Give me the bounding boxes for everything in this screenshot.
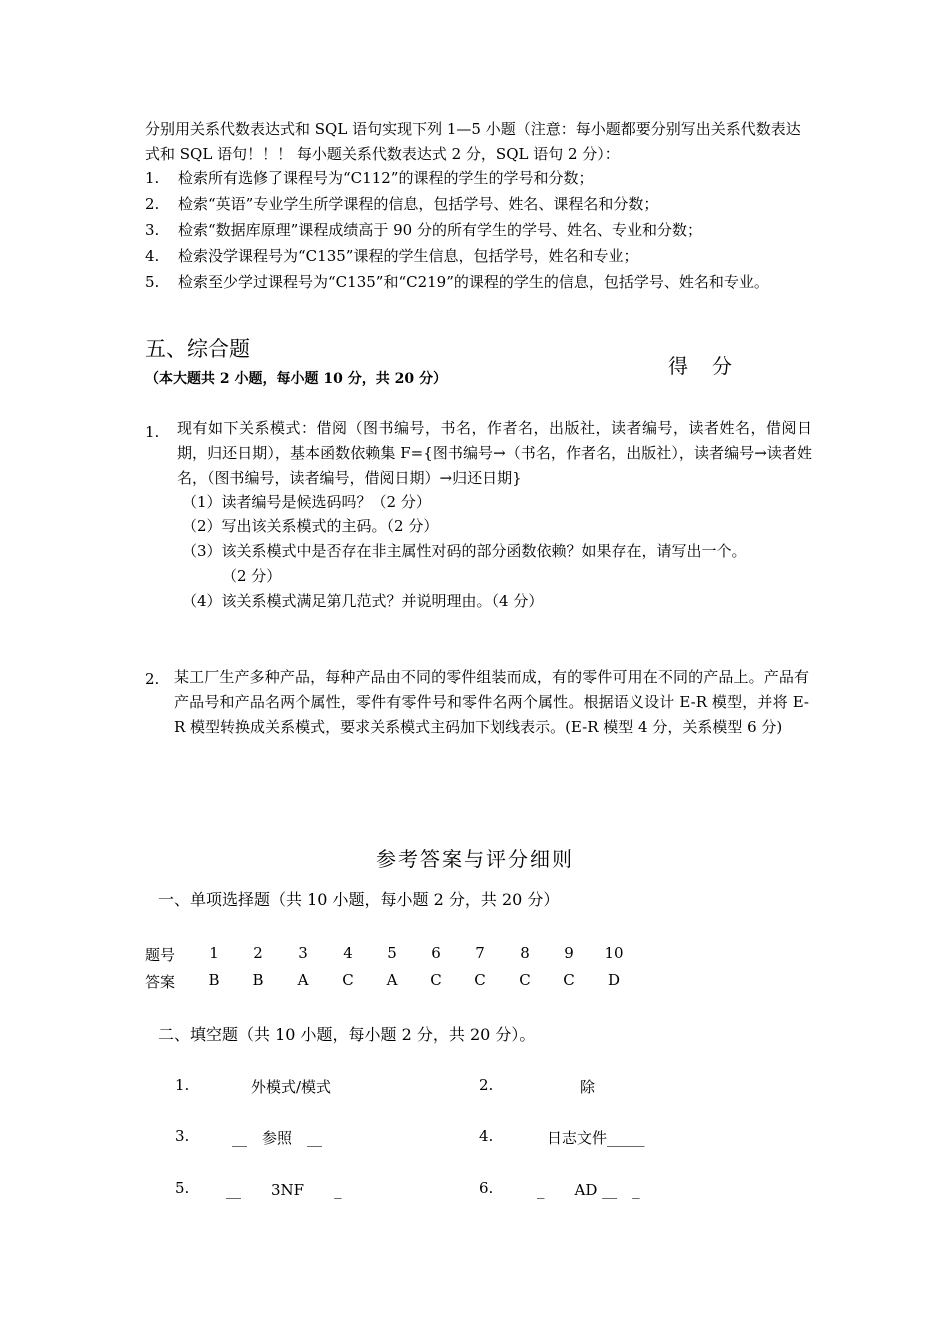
answer-letter: C [519,971,531,989]
answer-number: 10 [604,944,624,962]
list-item [145,165,815,191]
answer-letter: D [607,971,621,989]
fill-answer: 日志文件_____ [547,1129,645,1147]
question-number: 3. [145,221,160,239]
sub-question-continued: （2 分） [222,567,282,585]
fill-number: 3. [175,1127,190,1145]
answer-section-2-heading: 二、填空题（共 10 小题，每小题 2 分，共 20 分）。 [158,1025,536,1044]
sub-question: （1）读者编号是候选码吗？（2 分） [182,493,431,511]
sub-question: （3）该关系模式中是否存在非主属性对码的部分函数依赖？如果存在，请写出一个。 [182,542,747,560]
list-item [145,269,815,295]
list-item [145,217,815,243]
answer-letter: A [386,971,398,989]
question-number: 1. [145,169,160,187]
list-item [145,243,815,269]
fill-answer: __ 参照 __ [232,1129,323,1147]
fill-number: 2. [479,1076,494,1094]
fill-number: 4. [479,1127,494,1145]
answer-row-label-numbers: 题号 [145,946,176,964]
question-text: 检索没学课程号为“C135”课程的学生信息，包括学号，姓名和专业； [178,247,639,265]
section-subtitle: （本大题共 2 小题，每小题 10 分，共 20 分） [145,371,447,387]
answer-number: 4 [343,944,353,962]
answer-row-label-answers: 答案 [145,973,176,991]
problem-number: 1. [145,423,160,441]
answer-number: 2 [253,944,263,962]
question-text: 检索“数据库原理”课程成绩高于 90 分的所有学生的学号、姓名、专业和分数； [178,221,702,239]
score-label: 得分 [668,354,756,378]
question-text: 检索至少学过课程号为“C135”和“C219”的课程的学生的信息，包括学号、姓名和专业。 [178,273,769,291]
fill-number: 5. [175,1179,190,1197]
answer-number: 5 [387,944,397,962]
answer-title: 参考答案与评分细则 [376,847,574,871]
problem-body: 某工厂生产多种产品，每种产品由不同的零件组装而成，有的零件可用在不同的产品上。产品有产品号和产品名两个属性，零件有零件号和零件名两个属性。根据语义设计 E-R 模型，并将 E-R 模型转换成关系模式，要求关系模式主码加下划线表示。(E-R 模型 4 分，关系模型 6 分) [174,668,809,736]
answer-number: 1 [209,944,219,962]
problem-body: 现有如下关系模式：借阅（图书编号，书名，作者名，出版社，读者编号，读者姓名，借阅日期，归还日期），基本函数依赖集 F={图书编号→（书名，作者名，出版社），读者编号→读者姓名，（图书编号，读者编号，借阅日期）→归还日期} [177,419,812,487]
answer-letter: C [474,971,486,989]
section-title: 五、综合题 [145,337,250,361]
problem-number: 2. [145,670,160,688]
answer-letter: C [430,971,442,989]
fill-answer: __ 3NF _ [226,1181,342,1199]
answer-number: 9 [564,944,574,962]
answer-number: 6 [431,944,441,962]
answer-letter: B [208,971,220,989]
answer-letter-row [194,971,634,991]
question-text: 检索所有选修了课程号为“C112”的课程的学生的学号和分数； [178,169,594,187]
answer-number: 3 [298,944,308,962]
fill-number: 1. [175,1076,190,1094]
question-number: 2. [145,195,160,213]
fill-answer: _ AD __ _ [537,1181,640,1199]
sub-question: （2）写出该关系模式的主码。（2 分） [182,517,439,535]
answer-letter: C [563,971,575,989]
answer-letter: C [342,971,354,989]
question-list [145,165,815,295]
intro-paragraph: 分别用关系代数表达式和 SQL 语句实现下列 1—5 小题（注意：每小题都要分别写出关系代数表达式和 SQL 语句！！！ 每小题关系代数表达式 2 分，SQL 语句 2 分）： [145,120,801,163]
answer-number: 7 [475,944,485,962]
question-number: 5. [145,273,160,291]
fill-answer: 除 [580,1078,596,1096]
question-number: 4. [145,247,160,265]
answer-number: 8 [520,944,530,962]
answer-letter: A [297,971,309,989]
sub-question: （4）该关系模式满足第几范式？并说明理由。（4 分） [182,592,544,610]
fill-number: 6. [479,1179,494,1197]
answer-letter: B [252,971,264,989]
answer-section-1-heading: 一、单项选择题（共 10 小题，每小题 2 分，共 20 分） [158,890,560,909]
answer-number-row [194,944,634,964]
question-text: 检索“英语”专业学生所学课程的信息，包括学号、姓名、课程名和分数； [178,195,659,213]
list-item [145,191,815,217]
fill-answer: 外模式/模式 [251,1078,332,1096]
